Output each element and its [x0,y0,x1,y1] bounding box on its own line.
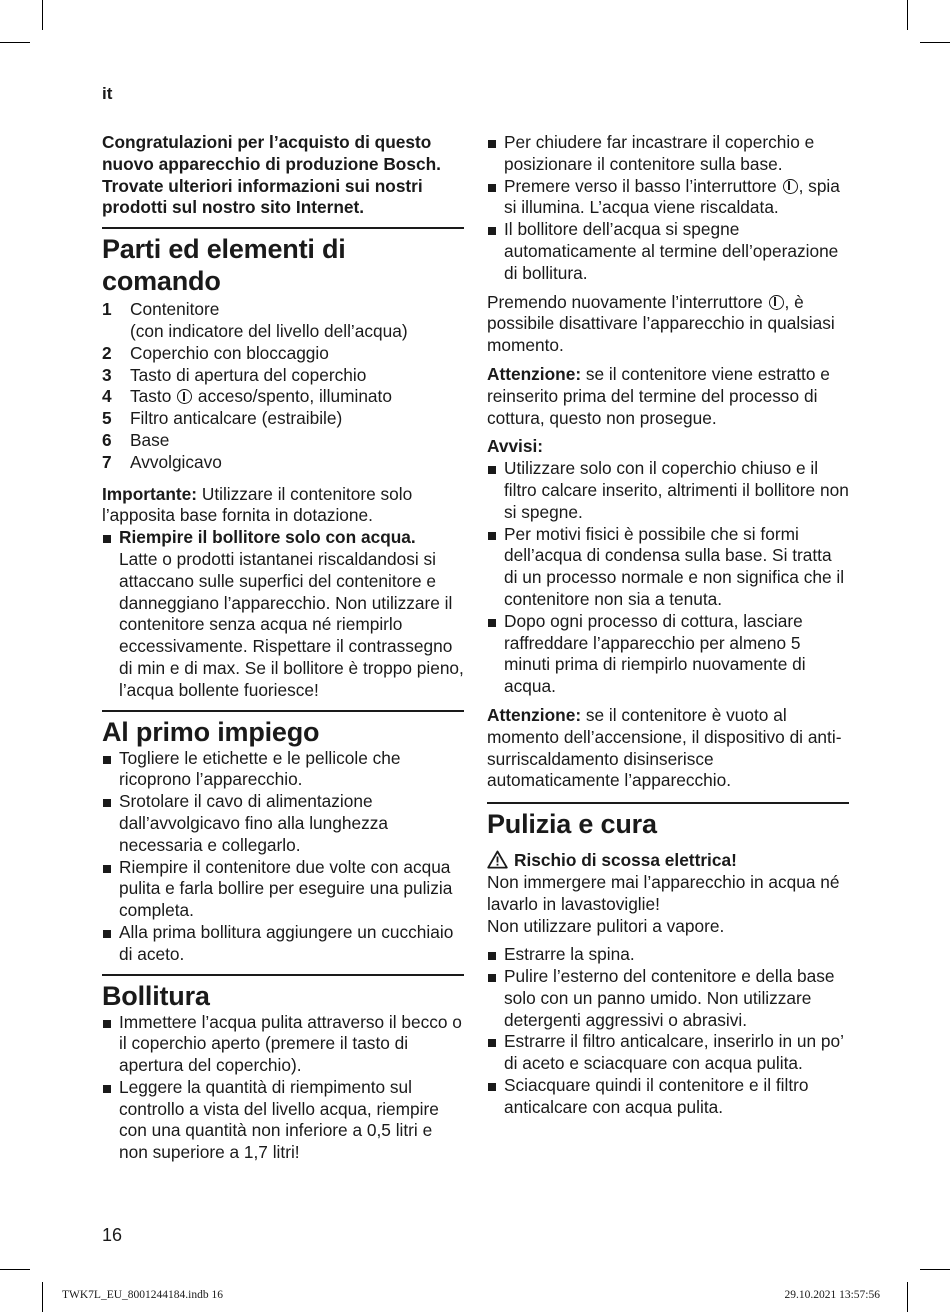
risk-text: Rischio di scossa elettrica! [514,850,737,871]
attention-note [487,705,849,792]
list-item: Il bollitore dell’acqua si spegne automaticamente al termine dell’operazione di bollitura. [487,219,849,284]
item-label: Base [130,429,170,450]
risk-line: Non utilizzare pulitori a vapore. [487,915,725,936]
attention-label: Attenzione: [487,363,582,384]
list-item: Alla prima bollitura aggiungere un cucchiaio di aceto. [102,922,464,966]
risk-heading [487,850,849,872]
list-item: Estrarre il filtro anticalcare, inserirlo in un po’ di aceto e sciacquare con acqua pulita. [487,1031,849,1075]
warning-list [102,527,464,701]
attention-text: se il contenitore viene estratto e reinserito prima del termine del processo di cottura, questo non prosegue. [487,363,830,428]
cleaning-title: Pulizia e cura [487,809,657,840]
press-again-text [487,292,849,357]
crop-mark [42,1282,43,1312]
list-item: Srotolare il cavo di alimentazione dall’avvolgicavo fino alla lunghezza necessaria e collegarlo. [102,791,464,856]
list-item [102,299,464,343]
item-text: Premere verso il basso l’interruttore [504,175,782,196]
item-number: 4 [102,386,112,407]
list-item: Per motivi fisici è possibile che si formi dell’acqua di condensa sulla base. Si tratta di un processo normale e non significa che il contenitore non sia a tenuta. [487,524,849,611]
item-number: 3 [102,364,112,385]
parts-title: Parti ed elementi di comando [102,234,346,297]
item-label: acceso/spento, illuminato [193,386,392,407]
item-label: Avvolgicavo [130,451,222,472]
warning-bold: Riempire il bollitore solo con acqua. [119,527,416,548]
boiling-section [102,974,464,1165]
parts-list [102,299,464,473]
list-item: Estrarre la spina. [487,944,849,966]
cleaning-list [487,944,849,1118]
text-part: Premendo nuovamente l’interruttore [487,291,768,312]
first-use-title: Al primo impiego [102,716,320,747]
important-label: Importante: [102,483,198,504]
warning-triangle-icon [487,850,508,869]
crop-mark [0,42,30,43]
list-item [102,343,464,365]
item-label: Filtro anticalcare (estraibile) [130,408,343,429]
crop-mark [0,1269,30,1270]
item-label: Contenitore [130,299,220,320]
item-number: 2 [102,342,112,363]
item-text [130,299,408,343]
item-text: , spia si illumina. L’acqua viene riscaldata. [504,175,840,218]
power-icon [769,295,784,310]
list-item [102,452,464,474]
page-number: 16 [102,1225,123,1245]
item-sublabel: (con indicatore del livello dell’acqua) [130,320,408,341]
intro-text: Congratulazioni per l’acquisto di questo nuovo apparecchio di produzione Bosch. Trovate ulteriori informazioni sui nostri prodotti sul nostro sito Internet. [102,132,441,218]
boiling-title: Bollitura [102,980,210,1011]
list-item: Utilizzare solo con il coperchio chiuso e il filtro calcare inserito, altrimenti il bollitore non si spegne. [487,458,849,523]
text-part: , è possibile disattivare l’apparecchio in qualsiasi momento. [487,291,835,356]
list-item [102,430,464,452]
warning-text: Latte o prodotti istantanei riscaldandosi si attaccano sulle superfici del contenitore e danneggiano l’apparecchio. Non utilizzare il contenitore senza acqua né riempirlo eccessivamente. Rispettare il contrassegno di min e di max. Se il bollitore è troppo pieno, l’acqua bollente fuoriesce! [119,548,464,700]
crop-mark [920,1269,950,1270]
list-item [102,386,464,408]
crop-mark [920,42,950,43]
item-number: 1 [102,299,112,320]
right-column [487,132,849,1119]
list-item: Immettere l’acqua pulita attraverso il becco o il coperchio aperto (premere il tasto di apertura del coperchio). [102,1012,464,1077]
list-item [102,527,464,701]
notes-title: Avvisi: [487,436,544,457]
list-item [102,408,464,430]
item-label: Tasto [130,386,177,407]
item-label: Coperchio con bloccaggio [130,342,329,363]
list-item: Pulire l’esterno del contenitore e della base solo con un panno umido. Non utilizzare detergenti aggressivi o abrasivi. [487,966,849,1031]
item-text [130,386,392,408]
list-item [487,176,849,220]
list-item [102,365,464,387]
power-icon [783,179,798,194]
file-name: TWK7L_EU_8001244184.indb 16 [62,1289,223,1301]
notes-list [487,458,849,698]
attention-text: se il contenitore è vuoto al momento dell’accensione, il dispositivo di anti-surriscaldamento disinserisce automaticamente l’apparecchio. [487,704,842,791]
item-number: 6 [102,429,112,450]
important-note [102,484,464,528]
attention-label: Attenzione: [487,704,582,725]
parts-section [102,227,464,701]
crop-mark [907,0,908,30]
crop-mark [907,1282,908,1312]
boiling-list [102,1012,464,1165]
attention-note [487,364,849,429]
list-item: Per chiudere far incastrare il coperchio e posizionare il contenitore sulla base. [487,132,849,176]
first-use-list [102,748,464,966]
list-item: Togliere le etichette e le pellicole che ricoprono l’apparecchio. [102,748,464,792]
list-item: Leggere la quantità di riempimento sul controllo a vista del livello acqua, riempire con una quantità non inferiore a 0,5 litri e non superiore a 1,7 litri! [102,1077,464,1164]
list-item: Riempire il contenitore due volte con acqua pulita e farla bollire per eseguire una pulizia completa. [102,857,464,922]
print-date: 29.10.2021 13:57:56 [784,1289,880,1301]
item-number: 7 [102,451,112,472]
item-label: Tasto di apertura del coperchio [130,364,367,385]
power-icon [177,389,192,404]
list-item: Dopo ogni processo di cottura, lasciare raffreddare l’apparecchio per almeno 5 minuti prima di riempirlo nuovamente di acqua. [487,611,849,698]
language-code: it [102,84,113,103]
left-column [102,132,464,1164]
first-use-section [102,710,464,966]
crop-mark [42,0,43,30]
important-text: Utilizzare il contenitore solo l’apposita base fornita in dotazione. [102,483,413,526]
risk-line: Non immergere mai l’apparecchio in acqua né lavarlo in lavastoviglie! [487,871,840,914]
cleaning-section [487,802,849,1119]
boiling-continued-list [487,132,849,285]
item-number: 5 [102,408,112,429]
list-item: Sciacquare quindi il contenitore e il filtro anticalcare con acqua pulita. [487,1075,849,1119]
